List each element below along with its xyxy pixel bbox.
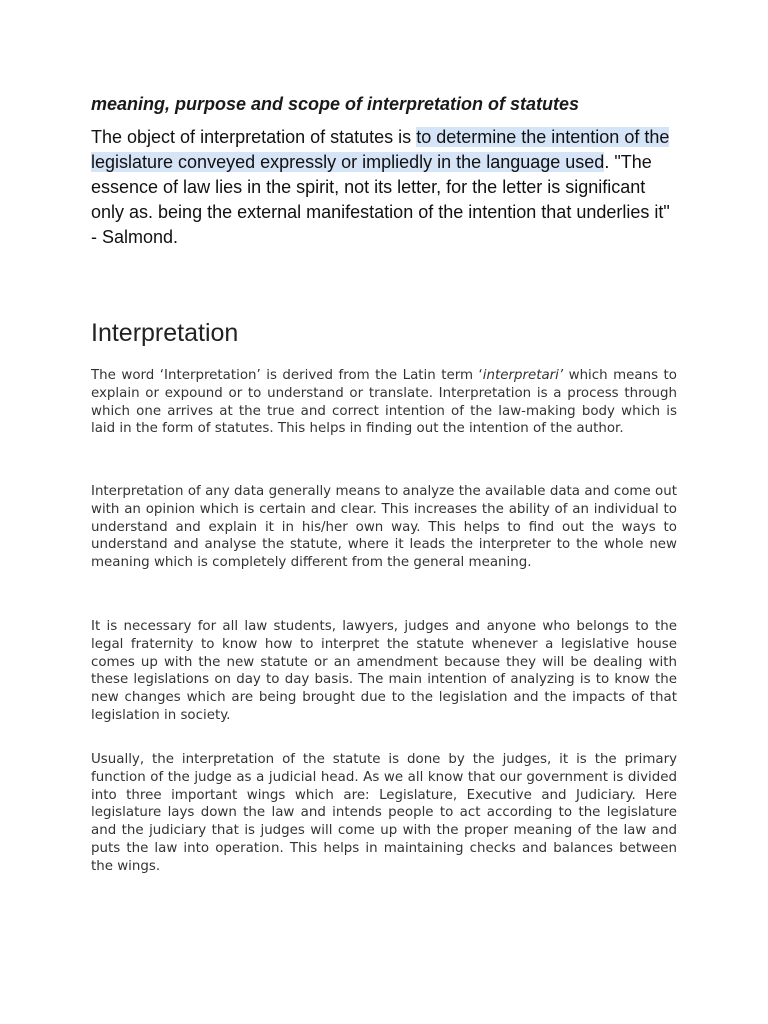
salmond-quote: "The essence of law lies in the spirit, not its letter, for the letter is significant only as. being the external manifestation of the intention that underlies it" - Salmond.: [91, 152, 670, 247]
intro-lead: The object of interpretation of statutes is: [91, 127, 417, 147]
latin-term: interpretari’: [482, 368, 564, 383]
paragraph-data-interpretation: Interpretation of any data generally means to analyze the available data and come out with an opinion which is certain and clear. This increases the ability of an individual to understand and explain it in his/her own way. This helps to find out the ways to understand and analyse the statute, where it leads the interpreter to the whole new meaning which is completely different from the general meaning.: [91, 484, 677, 571]
intro-after-highlight: .: [604, 152, 610, 172]
paragraph-1-before: The word ‘Interpretation’ is derived from the Latin term ‘: [91, 368, 483, 383]
intro-highlight: to determine the intention of the legislature conveyed expressly or impliedly in the language used: [91, 127, 670, 172]
intro-paragraph: [91, 125, 677, 250]
section-title: Interpretation: [91, 319, 239, 347]
paragraph-1-after: which means to explain or expound or to understand or translate. Interpretation is a process through which one arrives at the true and correct intention of the law-making body which is laid in the form of statutes. This helps in finding out the intention of the author.: [91, 368, 677, 437]
paragraph-judges-role: Usually, the interpretation of the statute is done by the judges, it is the primary function of the judge as a judicial head. As we all know that our government is divided into three important wings which are: Legislature, Executive and Judiciary. Here legislature lays down the law and intends people to act according to the legislature and the judiciary that is judges will come up with the proper meaning of the law and puts the law into operation. This helps in maintaining checks and balances between the wings.: [91, 752, 677, 874]
paragraph-etymology: [91, 367, 677, 438]
document-heading: meaning, purpose and scope of interpretation of statutes: [91, 94, 580, 114]
paragraph-necessity: It is necessary for all law students, lawyers, judges and anyone who belongs to the legal fraternity to know how to interpret the statute whenever a legislative house comes up with the new statute or an amendment because they will be dealing with these legislations on day to day basis. The main intention of analyzing is to know the new changes which are being brought due to the legislation and the impacts of that legislation in society.: [91, 619, 677, 723]
